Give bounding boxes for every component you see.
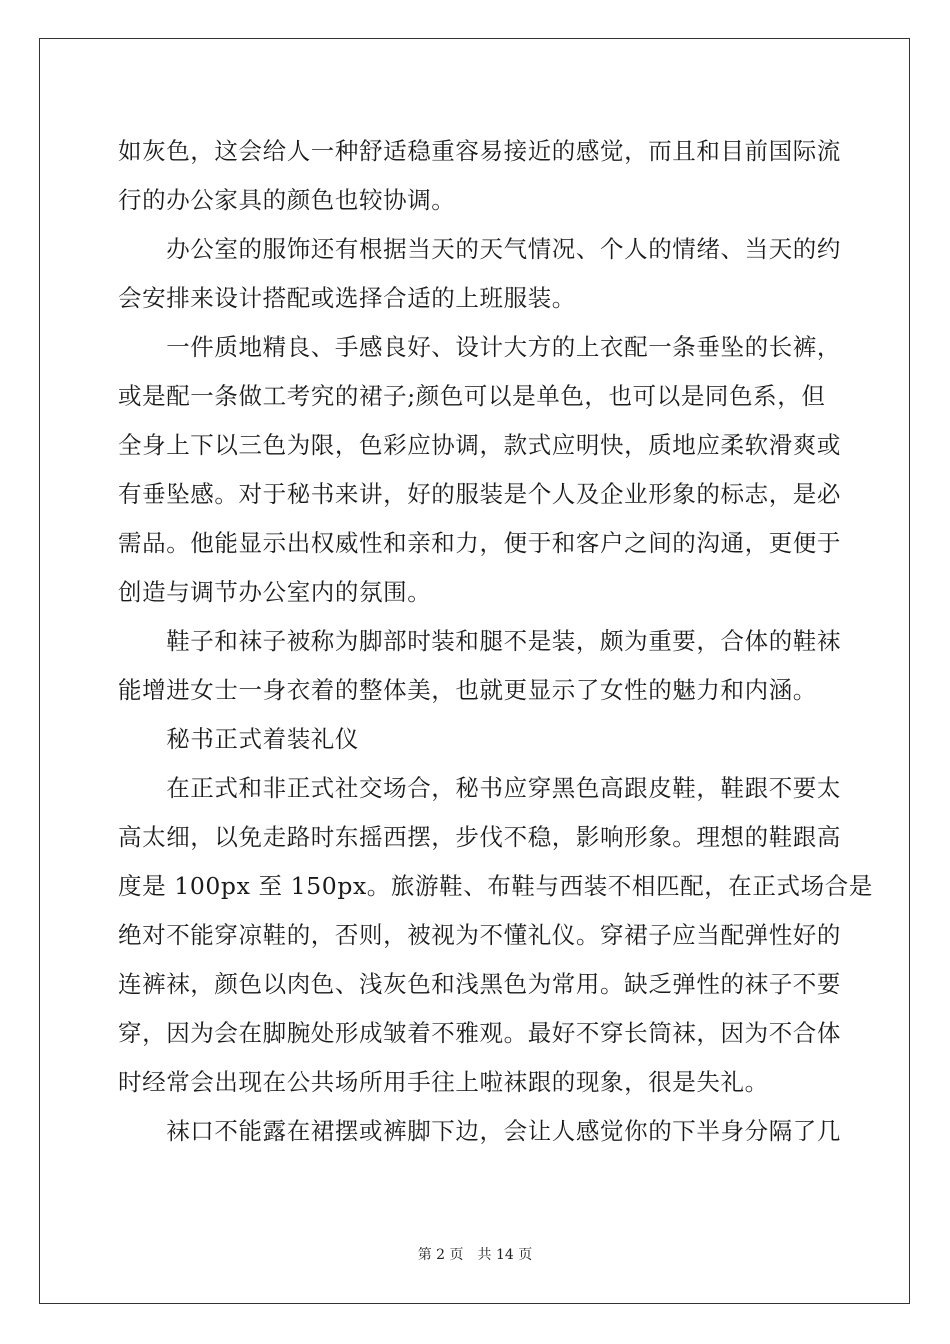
text-line: 穿，因为会在脚腕处形成皱着不雅观。最好不穿长筒袜，因为不合体 [118, 1019, 841, 1047]
text-line: 时经常会出现在公共场所用手往上啦袜跟的现象，很是失礼。 [118, 1068, 769, 1096]
section-heading: 秘书正式着装礼仪 [118, 725, 359, 753]
text-line: 或是配一条做工考究的裙子;颜色可以是单色，也可以是同色系，但 [118, 382, 826, 410]
text-line: 连裤袜，颜色以肉色、浅灰色和浅黑色为常用。缺乏弹性的袜子不要 [118, 970, 841, 998]
text-line: 办公室的服饰还有根据当天的天气情况、个人的情绪、当天的约 [118, 235, 841, 263]
text-line: 有垂坠感。对于秘书来讲，好的服装是个人及企业形象的标志，是必 [118, 480, 841, 508]
text-line: 袜口不能露在裙摆或裤脚下边，会让人感觉你的下半身分隔了几 [118, 1117, 841, 1145]
page-number: 第 2 页 [417, 1247, 464, 1263]
page-footer [0, 1246, 950, 1264]
text-line: 高太细，以免走路时东摇西摆，步伐不稳，影响形象。理想的鞋跟高 [118, 823, 841, 851]
text-line: 在正式和非正式社交场合，秘书应穿黑色高跟皮鞋，鞋跟不要太 [118, 774, 841, 802]
text-line: 需品。他能显示出权威性和亲和力，便于和客户之间的沟通，更便于 [118, 529, 841, 557]
text-line: 全身上下以三色为限，色彩应协调，款式应明快，质地应柔软滑爽或 [118, 431, 841, 459]
text-line: 一件质地精良、手感良好、设计大方的上衣配一条垂坠的长裤， [118, 333, 841, 361]
text-line: 行的办公家具的颜色也较协调。 [118, 186, 456, 214]
document-body [118, 127, 873, 1156]
text-line: 会安排来设计搭配或选择合适的上班服装。 [118, 284, 576, 312]
text-line: 鞋子和袜子被称为脚部时装和腿不是装，颇为重要，合体的鞋袜 [118, 627, 841, 655]
total-pages: 共 14 页 [477, 1247, 533, 1263]
text-line: 创造与调节办公室内的氛围。 [118, 578, 432, 606]
text-line: 如灰色，这会给人一种舒适稳重容易接近的感觉，而且和目前国际流 [118, 137, 841, 165]
text-line: 绝对不能穿凉鞋的，否则，被视为不懂礼仪。穿裙子应当配弹性好的 [118, 921, 841, 949]
text-line: 度是 100px 至 150px。旅游鞋、布鞋与西装不相匹配，在正式场合是 [118, 872, 873, 900]
text-line: 能增进女士一身衣着的整体美，也就更显示了女性的魅力和内涵。 [118, 676, 817, 704]
